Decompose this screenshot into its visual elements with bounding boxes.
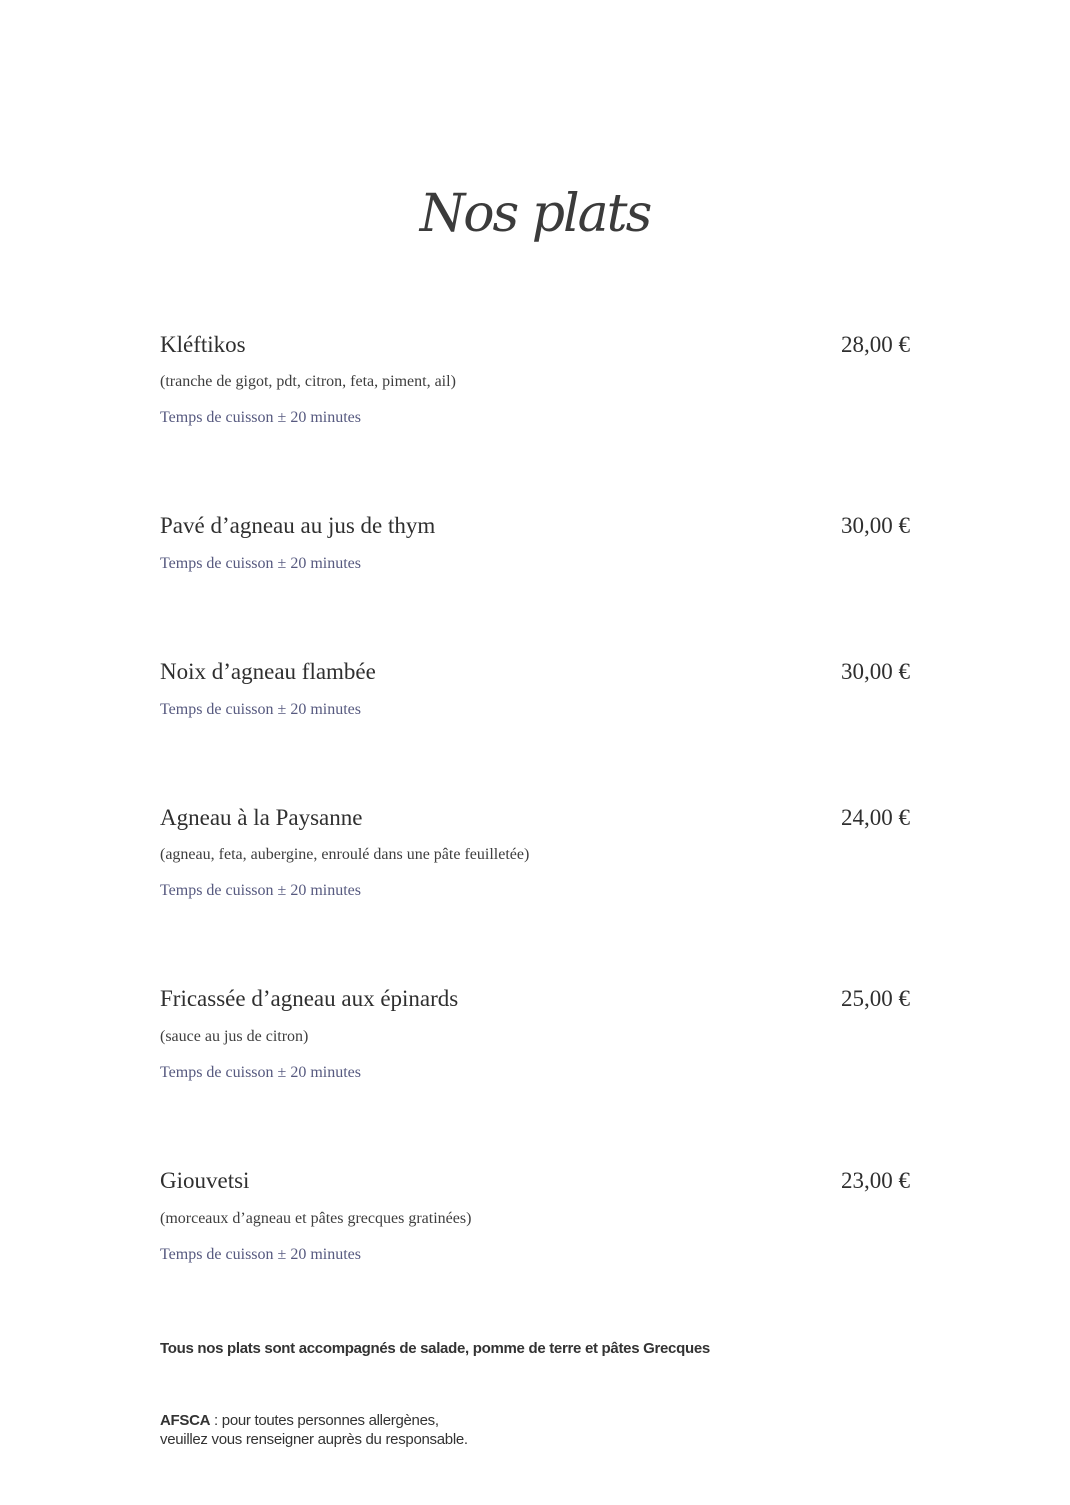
dish-price: 28,00 € <box>841 332 910 357</box>
dish-description: (agneau, feta, aubergine, enroulé dans une pâte feuilletée) <box>160 846 530 863</box>
dish-name: Noix d’agneau flambée <box>160 659 376 684</box>
dish-name: Pavé d’agneau au jus de thym <box>160 513 436 538</box>
dish-description: (morceaux d’agneau et pâtes grecques gratinées) <box>160 1210 472 1227</box>
afsca-notice <box>160 1411 468 1449</box>
dish-item <box>160 803 910 899</box>
dish-cooking-time: Temps de cuisson ± 20 minutes <box>160 1064 361 1081</box>
dish-price: 25,00 € <box>841 986 910 1011</box>
dish-description: (sauce au jus de citron) <box>160 1028 309 1045</box>
dish-cooking-time: Temps de cuisson ± 20 minutes <box>160 409 361 426</box>
dish-price: 30,00 € <box>841 659 910 684</box>
dish-price: 23,00 € <box>841 1168 910 1193</box>
dish-item <box>160 330 910 426</box>
dish-item <box>160 511 910 572</box>
dish-name: Giouvetsi <box>160 1168 250 1193</box>
dish-item <box>160 984 910 1081</box>
dish-description: (tranche de gigot, pdt, citron, feta, piment, ail) <box>160 373 456 390</box>
dish-name: Agneau à la Paysanne <box>160 805 363 830</box>
page-title: Nos plats <box>419 184 651 244</box>
dish-item <box>160 657 910 718</box>
dish-cooking-time: Temps de cuisson ± 20 minutes <box>160 701 361 718</box>
accompaniment-note: Tous nos plats sont accompagnés de salade, pomme de terre et pâtes Grecques <box>160 1340 710 1357</box>
dish-cooking-time: Temps de cuisson ± 20 minutes <box>160 1246 361 1263</box>
dish-item <box>160 1166 910 1263</box>
dish-cooking-time: Temps de cuisson ± 20 minutes <box>160 882 361 899</box>
dish-name: Kléftikos <box>160 332 246 357</box>
dish-price: 30,00 € <box>841 513 910 538</box>
dish-price: 24,00 € <box>841 805 910 830</box>
afsca-label: AFSCA <box>160 1412 211 1429</box>
afsca-line-2: veuillez vous renseigner auprès du responsable. <box>160 1431 468 1448</box>
afsca-line-1: : pour toutes personnes allergènes, <box>210 1412 439 1429</box>
dish-cooking-time: Temps de cuisson ± 20 minutes <box>160 555 361 572</box>
dish-name: Fricassée d’agneau aux épinards <box>160 986 459 1011</box>
